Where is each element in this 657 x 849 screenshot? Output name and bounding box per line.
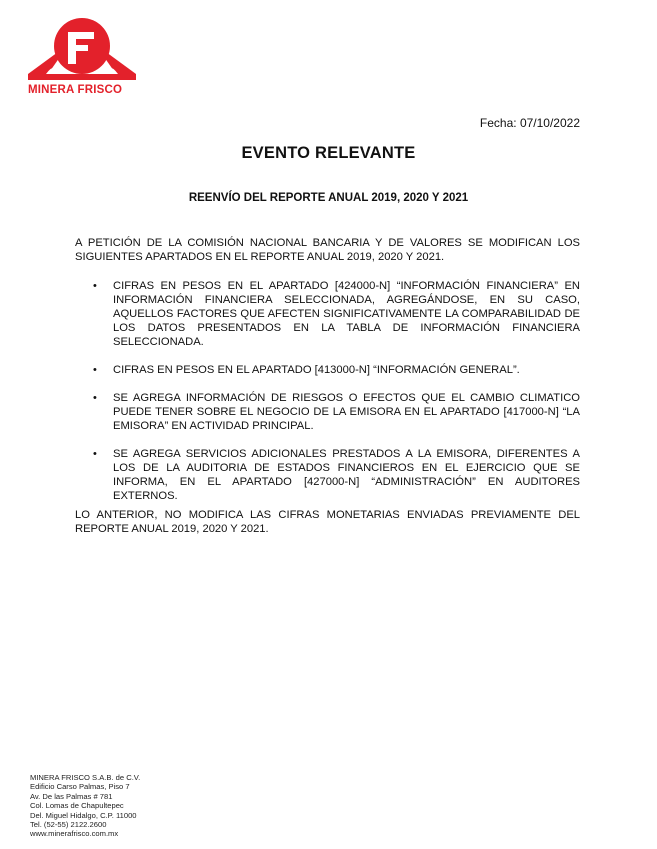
company-logo xyxy=(28,14,140,98)
list-item xyxy=(75,447,580,503)
footer-city: Del. Miguel Hidalgo, C.P. 11000 xyxy=(30,810,137,820)
document-date: Fecha: 07/10/2022 xyxy=(479,116,580,130)
footer-company: MINERA FRISCO S.A.B. de C.V. xyxy=(30,773,141,782)
list-item-text: SE AGREGA SERVICIOS ADICIONALES PRESTADOS A LA EMISORA, DIFERENTES A LOS DE LA AUDITORIA DE ESTADOS FINANCIEROS EN EL EJERCICIO QUE SE INFORMA, EN EL APARTADO [427000-N] “ADMINISTRACIÓN” EN AUDITORES EXTERNOS. xyxy=(113,448,580,502)
logo-brand-text: MINERA FRISCO xyxy=(28,84,123,96)
list-item-text: CIFRAS EN PESOS EN EL APARTADO [424000-N] “INFORMACIÓN FINANCIERA” EN INFORMACIÓN FINANCIERA SELECCIONADA, AGREGÁNDOSE, EN SU CASO, AQUELLOS FACTORES QUE AFECTEN SIGNIFICATIVAMENTE LA COMPARABILIDAD DE LOS DATOS PRESENTADOS EN LA TABLA DE INFORMACIÓN FINANCIERA SELECCIONADA. xyxy=(113,280,580,348)
footer-address xyxy=(30,773,140,839)
intro-paragraph: A PETICIÓN DE LA COMISIÓN NACIONAL BANCARIA Y DE VALORES SE MODIFICAN LOS SIGUIENTES APARTADOS EN EL REPORTE ANUAL 2019, 2020 Y 2021. xyxy=(75,237,580,263)
footer-colony: Col. Lomas de Chapultepec xyxy=(30,801,124,811)
bullet-icon: • xyxy=(93,448,97,460)
list-item-text: SE AGREGA INFORMACIÓN DE RIESGOS O EFECTOS QUE EL CAMBIO CLIMATICO PUEDE TENER SOBRE EL NEGOCIO DE LA EMISORA EN EL APARTADO [417000-N] “LA EMISORA” EN ACTIVIDAD PRINCIPAL. xyxy=(113,392,580,432)
list-item xyxy=(75,279,580,349)
footer-street: Av. De las Palmas # 781 xyxy=(30,791,113,801)
closing-paragraph: LO ANTERIOR, NO MODIFICA LAS CIFRAS MONETARIAS ENVIADAS PREVIAMENTE DEL REPORTE ANUAL 2019, 2020 Y 2021. xyxy=(75,509,580,535)
document-title: EVENTO RELEVANTE xyxy=(241,144,416,162)
list-item-text: CIFRAS EN PESOS EN EL APARTADO [413000-N] “INFORMACIÓN GENERAL”. xyxy=(113,364,520,376)
list-item xyxy=(75,391,580,433)
frisco-emblem-icon xyxy=(28,14,140,84)
list-item xyxy=(75,363,580,377)
footer-website[interactable]: www.minerafrisco.com.mx xyxy=(30,829,119,839)
document-subtitle: REENVÍO DEL REPORTE ANUAL 2019, 2020 Y 2021 xyxy=(188,192,469,204)
bullet-icon: • xyxy=(93,392,97,404)
bullet-icon: • xyxy=(93,280,97,292)
footer-phone: Tel. (52-55) 2122.2600 xyxy=(30,820,107,830)
footer-building: Edificio Carso Palmas, Piso 7 xyxy=(30,782,130,792)
bullet-icon: • xyxy=(93,364,97,376)
changes-list xyxy=(75,279,580,503)
